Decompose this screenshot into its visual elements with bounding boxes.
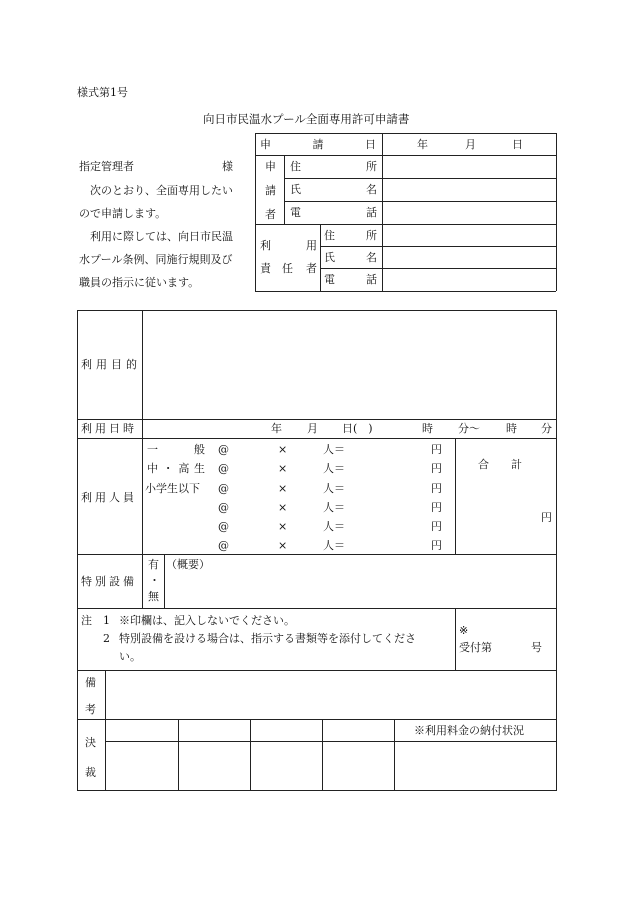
payment-status-label: ※利用料金の納付状況 [414, 724, 524, 737]
people-count-6: 人＝ [323, 539, 345, 552]
note-2-number: 2 [103, 632, 110, 645]
intro-line-4: 水プール条例、同施行規則及び [79, 253, 233, 266]
intro-line-5: 職員の指示に従います。 [79, 276, 200, 289]
people-category-2: 中 ・ 高 生 [147, 462, 205, 475]
applicant-address-b: 所 [366, 160, 377, 173]
equipment-label: 特別設備 [81, 575, 137, 588]
page-title: 向日市民温水プール全面専用許可申請書 [203, 112, 410, 126]
usage-date-label: 利用日時 [81, 422, 137, 435]
usage-date-month: 月 [307, 422, 318, 435]
addressee-honorific: 様 [222, 160, 233, 173]
approval-stamp-box-4[interactable] [323, 742, 394, 790]
applicant-address-a: 住 [290, 160, 301, 173]
approval-label-1: 決 [85, 736, 96, 749]
usage-date-day: 日( ) [342, 422, 373, 435]
intro-line-3: 利用に際しては、向日市民温 [90, 230, 233, 243]
people-yen-4: 円 [431, 501, 442, 514]
people-yen-1: 円 [431, 443, 442, 456]
applicant-side-1: 申 [265, 160, 276, 173]
total-unit: 円 [541, 511, 552, 524]
people-times-4: × [278, 501, 288, 514]
manager-address-b: 所 [366, 229, 377, 242]
manager-side-1b: 用 [306, 239, 317, 252]
payment-status-box[interactable] [395, 742, 555, 790]
form-number: 様式第1号 [77, 86, 128, 99]
people-category-1: 一 般 [147, 443, 205, 456]
intro-line-1: 次のとおり、全面専用したい [90, 184, 233, 197]
people-count-5: 人＝ [323, 520, 345, 533]
applicant-name-a: 氏 [290, 183, 301, 196]
people-yen-2: 円 [431, 462, 442, 475]
manager-address-a: 住 [324, 229, 335, 242]
people-count-2: 人＝ [323, 462, 345, 475]
people-at-5: @ [218, 520, 229, 533]
people-at-3: @ [218, 482, 229, 495]
remarks-label-2: 考 [85, 703, 96, 716]
approval-stamp-box-1[interactable] [106, 742, 178, 790]
manager-side-2b: 任 [282, 262, 293, 275]
approval-label-2: 裁 [85, 766, 96, 779]
people-at-6: @ [218, 539, 229, 552]
notes-head: 注 [81, 614, 92, 627]
people-times-2: × [278, 462, 288, 475]
people-count-1: 人＝ [323, 443, 345, 456]
manager-name-b: 名 [366, 251, 377, 264]
people-times-1: × [278, 443, 288, 456]
manager-phone-a: 電 [324, 273, 335, 286]
people-label: 利用人員 [81, 491, 137, 504]
usage-date-year: 年 [271, 422, 282, 435]
people-count-3: 人＝ [323, 482, 345, 495]
receipt-label: 受付第 [459, 641, 492, 654]
manager-phone-b: 話 [366, 273, 377, 286]
note-1-text: ※印欄は、記入しないでください。 [119, 614, 295, 627]
applicant-side-3: 者 [265, 208, 276, 221]
applicant-phone-a: 電 [290, 206, 301, 219]
note-1-number: 1 [103, 614, 110, 627]
equipment-flag-yes[interactable]: 有 [148, 558, 159, 571]
people-yen-3: 円 [431, 482, 442, 495]
people-category-3: 小学生以下 [145, 482, 200, 495]
applicant-side-2: 請 [265, 184, 276, 197]
addressee-name: 指定管理者 [79, 160, 134, 173]
equipment-summary-label: （概要） [166, 558, 210, 571]
date-month-unit: 月 [465, 138, 476, 151]
people-at-1: @ [218, 443, 229, 456]
approval-stamp-box-2[interactable] [179, 742, 250, 790]
equipment-flag-no[interactable]: 無 [148, 590, 159, 603]
manager-name-a: 氏 [324, 251, 335, 264]
people-count-4: 人＝ [323, 501, 345, 514]
intro-line-2: ので申請します。 [79, 207, 167, 220]
remarks-label-1: 備 [85, 676, 96, 689]
manager-side-1a: 利 [260, 239, 271, 252]
applicant-phone-b: 話 [366, 206, 377, 219]
note-2-text-a: 特別設備を設ける場合は、指示する書類等を添付してくださ [119, 632, 416, 645]
people-times-3: × [278, 482, 288, 495]
application-date-label: 申 請 日 [260, 138, 376, 151]
equipment-flag-dot: ・ [149, 574, 160, 587]
purpose-field[interactable] [143, 311, 555, 418]
usage-date-hour2: 時 [506, 422, 517, 435]
people-at-2: @ [218, 462, 229, 475]
remarks-field[interactable] [106, 671, 555, 718]
manager-side-2a: 責 [260, 262, 271, 275]
usage-date-minute: 分 [541, 422, 552, 435]
people-yen-5: 円 [431, 520, 442, 533]
people-times-5: × [278, 520, 288, 533]
usage-date-hour1: 時 [422, 422, 433, 435]
approval-stamp-box-3[interactable] [251, 742, 322, 790]
receipt-mark: ※ [459, 624, 469, 637]
usage-date-from: 分〜 [458, 422, 480, 435]
applicant-name-b: 名 [366, 183, 377, 196]
receipt-suffix: 号 [531, 641, 542, 654]
date-day-unit: 日 [512, 138, 523, 151]
purpose-label: 利 用 目 的 [81, 358, 141, 371]
people-times-6: × [278, 539, 288, 552]
date-year-unit: 年 [417, 138, 428, 151]
note-2-text-b: い。 [119, 650, 141, 663]
people-yen-6: 円 [431, 539, 442, 552]
manager-side-2c: 者 [306, 262, 317, 275]
total-label: 合 計 [478, 458, 522, 471]
people-at-4: @ [218, 501, 229, 514]
